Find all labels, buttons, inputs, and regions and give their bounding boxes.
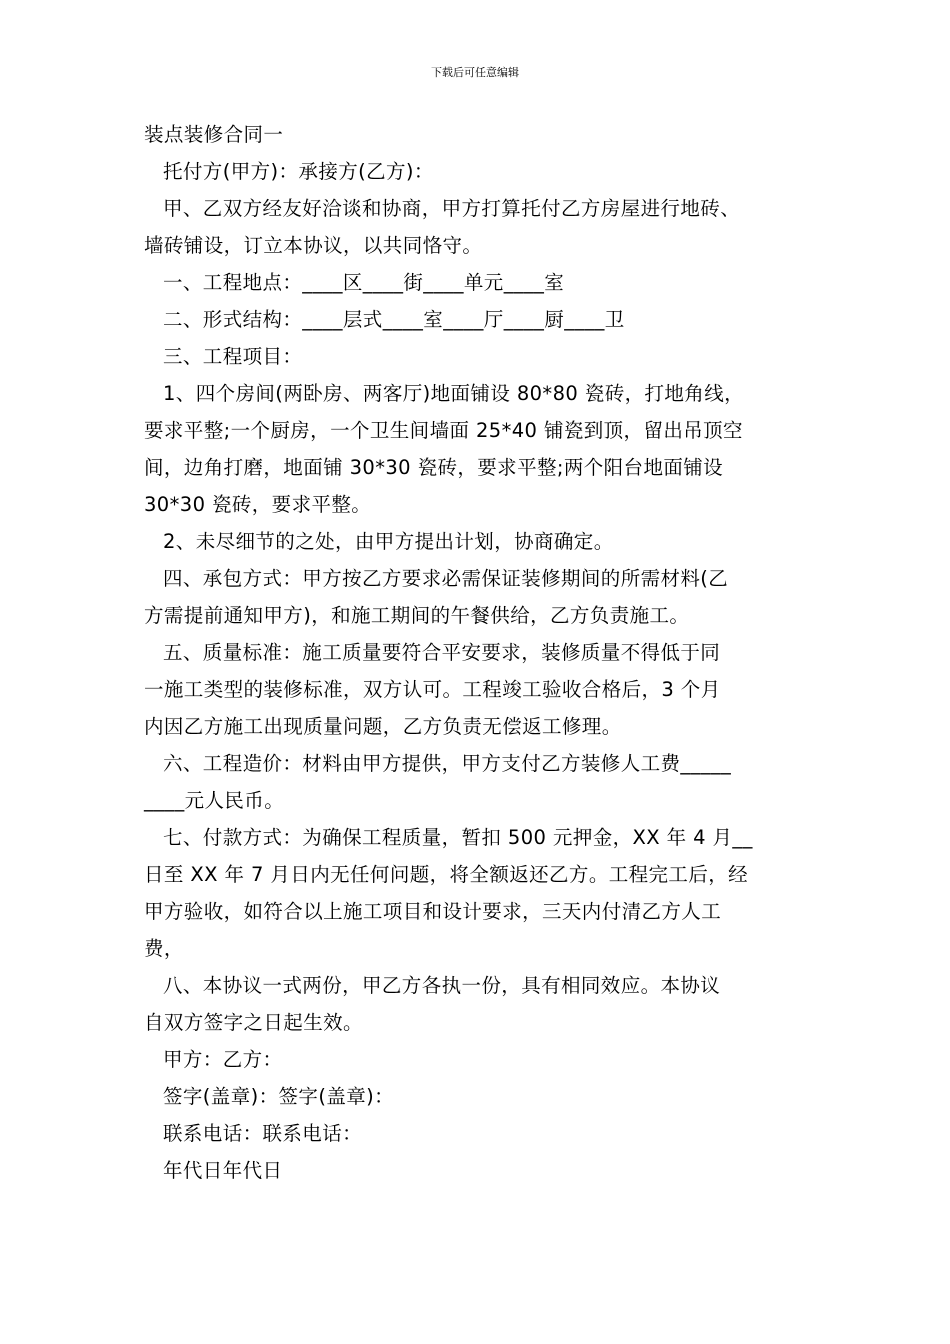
document-title: 装点装修合同一: [144, 123, 284, 146]
paragraph-line: 墙砖铺设，订立本协议，以共同恪守。: [144, 234, 483, 257]
paragraph-line: 三、工程项目：: [163, 345, 303, 368]
signature-seal-line: 签字(盖章)：签字(盖章)：: [163, 1085, 395, 1108]
paragraph-line: 托付方(甲方)：承接方(乙方)：: [163, 160, 434, 183]
paragraph-line: 甲、乙双方经友好洽谈和协商，甲方打算托付乙方房屋进行地砖、: [163, 197, 741, 220]
paragraph-line: 费，: [144, 937, 184, 960]
paragraph-line: 2、未尽细节的之处，由甲方提出计划，协商确定。: [163, 530, 614, 553]
paragraph-line: 一施工类型的装修标准，双方认可。工程竣工验收合格后，3 个月: [144, 678, 721, 701]
paragraph-line: 内因乙方施工出现质量问题，乙方负责无偿返工修理。: [144, 715, 622, 738]
paragraph-line: 一、工程地点：____区____街____单元____室: [163, 271, 565, 294]
paragraph-line: 四、承包方式：甲方按乙方要求必需保证装修期间的所需材料(乙: [163, 567, 729, 590]
contact-phone-line: 联系电话：联系电话：: [163, 1122, 363, 1145]
paragraph-line: 30*30 瓷砖，要求平整。: [144, 493, 372, 516]
paragraph-line: 二、形式结构：____层式____室____厅____厨____卫: [163, 308, 625, 331]
paragraph-line: ____元人民币。: [144, 789, 285, 812]
paragraph-line: 甲方验收，如符合以上施工项目和设计要求，三天内付清乙方人工: [144, 900, 722, 923]
paragraph-line: 间，边角打磨，地面铺 30*30 瓷砖，要求平整;两个阳台地面铺设: [144, 456, 724, 479]
signature-party-line: 甲方：乙方：: [163, 1048, 283, 1071]
page-header-note: 下载后可任意编辑: [431, 66, 519, 79]
paragraph-line: 八、本协议一式两份，甲乙方各执一份，具有相同效应。本协议: [163, 974, 721, 997]
paragraph-line: 七、付款方式：为确保工程质量，暂扣 500 元押金，XX 年 4 月__: [163, 826, 753, 849]
date-line: 年代日年代日: [163, 1159, 283, 1182]
paragraph-line: 要求平整;一个厨房，一个卫生间墙面 25*40 铺瓷到顶，留出吊顶空: [144, 419, 743, 442]
paragraph-line: 1、四个房间(两卧房、两客厅)地面铺设 80*80 瓷砖，打地角线，: [163, 382, 744, 405]
paragraph-line: 自双方签字之日起生效。: [144, 1011, 363, 1034]
paragraph-line: 六、工程造价：材料由甲方提供，甲方支付乙方装修人工费_____: [163, 752, 732, 775]
paragraph-line: 五、质量标准：施工质量要符合平安要求，装修质量不得低于同: [163, 641, 721, 664]
paragraph-line: 日至 XX 年 7 月日内无任何问题，将全额返还乙方。工程完工后，经: [144, 863, 749, 886]
contract-body: [144, 116, 814, 1189]
paragraph-line: 方需提前通知甲方)，和施工期间的午餐供给，乙方负责施工。: [144, 604, 690, 627]
